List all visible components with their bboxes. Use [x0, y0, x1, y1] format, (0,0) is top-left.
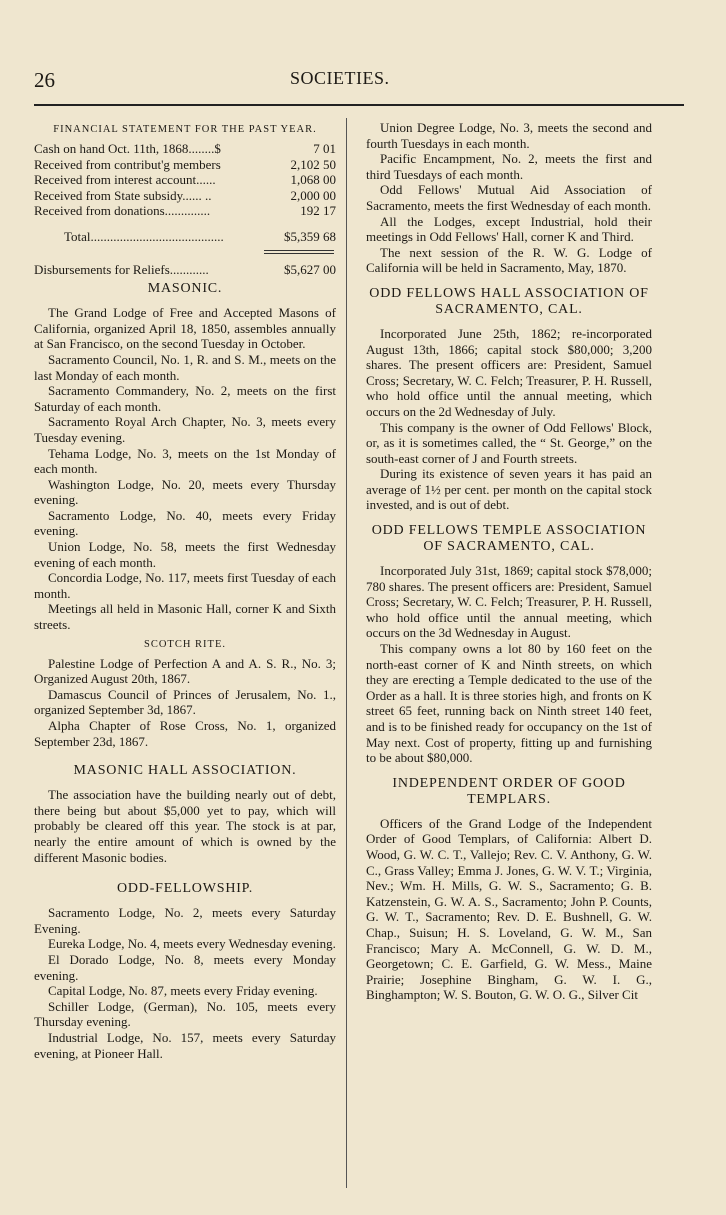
paragraph: Schiller Lodge, (German), No. 105, meets every Thursday evening. [34, 998, 336, 1030]
paragraph: Union Degree Lodge, No. 3, meets the second and fourth Tuesdays in each month. [366, 120, 652, 151]
row-label: Received from contribut'g members [34, 156, 221, 172]
row-amount: 192 17 [300, 203, 336, 219]
column-divider [346, 118, 347, 1188]
financial-heading: FINANCIAL STATEMENT FOR THE PAST YEAR. [53, 124, 317, 135]
financial-row [34, 203, 336, 219]
financial-row [34, 188, 336, 204]
row-label: Received from State subsidy...... .. [34, 187, 212, 203]
total-label: Total......................................... [64, 228, 224, 244]
row-label: Received from interest account...... [34, 172, 216, 188]
row-amount: 7 01 [313, 141, 336, 156]
paragraph: All the Lodges, except Industrial, hold their meetings in Odd Fellows' Hall, corner K and Third. [366, 213, 652, 245]
left-column [34, 120, 336, 1061]
paragraph: The association have the building nearly out of debt, there being but about $5,000 yet to pay, which will probably be cleared off this year. The stock is at par, nearly the entire amount of which is owned by the different Masonic bodies. [34, 787, 336, 865]
paragraph: Sacramento Commandery, No. 2, meets on the first Saturday of each month. [34, 383, 336, 414]
financial-table [34, 141, 336, 277]
good-templars-heading: INDEPENDENT ORDER OF GOOD TEMPLARS. [392, 775, 626, 807]
paragraph: Officers of the Grand Lodge of the Independent Order of Good Templars, of California: Albert D. Wood, G. W. C. T., Vallejo; Rev. C. V. Anthony, G. W. C., Grass Valley; Emma J. Jones, G. W. V. T.; Virginia, Nev.; Wm. H. Mills, G. W. S., Sacramento; G. B. Katzenstein, G. W. A. S., Sacramento; John P. Counts, G. W. T., Sacramento; Rev. D. E. Bushnell, G. W. Chap., Suisun; H. S. Loveland, G. W. M., San Francisco; Mary A. McConnell, G. W. D. M., Georgetown; C. E. Garfield, G. W. Mess., Maine Prairie; Josephine Bingham, G. W. I. G., Binghampton; W. S. Bouton, G. W. O. G., Silver Cit [366, 815, 652, 1003]
paragraph: Union Lodge, No. 58, meets the first Wednesday evening of each month. [34, 539, 336, 570]
row-label: Cash on hand Oct. 11th, 1868........$ [34, 141, 221, 156]
right-column [366, 120, 652, 1003]
financial-row [34, 141, 336, 157]
paragraph: Washington Lodge, No. 20, meets every Thursday evening. [34, 476, 336, 508]
paragraph: Damascus Council of Princes of Jerusalem, No. 1., organized September 3d, 1867. [34, 686, 336, 718]
paragraph: Alpha Chapter of Rose Cross, No. 1, organized September 23d, 1867. [34, 718, 336, 749]
paragraph: During its existence of seven years it has paid an average of 1½ per cent. per month on the capital stock invested, and is out of debt. [366, 466, 652, 513]
disbursement-row [34, 262, 336, 278]
paragraph: The next session of the R. W. G. Lodge of California will be held in Sacramento, May, 1870. [366, 244, 652, 276]
odd-fellowship-heading: ODD-FELLOWSHIP. [116, 881, 254, 897]
paragraph: The Grand Lodge of Free and Accepted Masons of California, organized April 18, 1850, assembles annually at San Francisco, on the second Tuesday in October. [34, 305, 336, 352]
page-number: 26 [34, 68, 55, 92]
total-amount: $5,359 68 [284, 228, 336, 244]
disbursement-amount: $5,627 00 [284, 261, 336, 277]
paragraph: This company owns a lot 80 by 160 feet on the north-east corner of K and Ninth streets, on which they are erecting a Temple dedicated to the use of the Order as a hall. It is three stories high, and fronts on K street 65 feet, running back on Ninth street 140 feet, and is to be finished ready for occupancy on the 1st of May next. Cost of property, fitting up and furnishing to be about $80,000. [366, 641, 652, 766]
header-rule [34, 104, 684, 106]
masonic-heading: MASONIC. [147, 281, 223, 297]
disbursement-label: Disbursements for Reliefs............ [34, 261, 209, 277]
paragraph: Concordia Lodge, No. 117, meets first Tuesday of each month. [34, 570, 336, 601]
paragraph: Incorporated June 25th, 1862; re-incorporated August 13th, 1866; capital stock $80,000; 3,200 shares. The present officers are: President, Samuel Cross; Secretary, W. C. Felch; Treasurer, P. H. Russell, who hold office until the annual meeting, which occurs on the 2d Wednesday of July. [366, 325, 652, 419]
total-row [34, 229, 336, 245]
paragraph: Incorporated July 31st, 1869; capital stock $78,000; 780 shares. The present officers are: President, Samuel Cross; Secretary, W. C. Felch; Treasurer, P. H. Russell, who hold office until the annual meeting, which occurs on the 3d Wednesday in August. [366, 563, 652, 641]
row-amount: 2,102 50 [290, 156, 336, 172]
scotch-rite-heading: SCOTCH RITE. [143, 638, 226, 650]
paragraph: Meetings all held in Masonic Hall, corner K and Sixth streets. [34, 601, 336, 633]
paragraph: Eureka Lodge, No. 4, meets every Wednesday evening. [48, 936, 336, 952]
row-amount: 2,000 00 [290, 187, 336, 203]
paragraph: Industrial Lodge, No. 157, meets every Saturday evening, at Pioneer Hall. [34, 1029, 336, 1061]
odd-fellows-hall-heading: ODD FELLOWS HALL ASSOCIATION OF SACRAMENTO, CAL. [369, 285, 649, 317]
financial-row [34, 157, 336, 173]
paragraph: Palestine Lodge of Perfection A and A. S. R., No. 3; Organized August 20th, 1867. [34, 655, 336, 687]
running-head: SOCIETIES. [290, 68, 390, 88]
paragraph: Sacramento Lodge, No. 40, meets every Friday evening. [34, 507, 336, 539]
double-rule [264, 250, 334, 254]
paragraph: Odd Fellows' Mutual Aid Association of Sacramento, meets the first Wednesday of each month. [366, 182, 652, 213]
masonic-hall-heading: MASONIC HALL ASSOCIATION. [73, 763, 297, 779]
paragraph: Sacramento Royal Arch Chapter, No. 3, meets every Tuesday evening. [34, 414, 336, 445]
paragraph: Capital Lodge, No. 87, meets every Friday evening. [48, 983, 318, 999]
paragraph: Tehama Lodge, No. 3, meets on the 1st Monday of each month. [34, 445, 336, 477]
paragraph: Pacific Encampment, No. 2, meets the first and third Tuesdays of each month. [366, 151, 652, 182]
paragraph: Sacramento Lodge, No. 2, meets every Saturday Evening. [34, 905, 336, 936]
paragraph: This company is the owner of Odd Fellows' Block, or, as it is sometimes called, the “ St. George,” on the south-east corner of J and Fourth streets. [366, 419, 652, 466]
row-amount: 1,068 00 [290, 172, 336, 188]
paragraph: El Dorado Lodge, No. 8, meets every Monday evening. [34, 951, 336, 983]
row-label: Received from donations.............. [34, 203, 211, 219]
paragraph: Sacramento Council, No. 1, R. and S. M., meets on the last Monday of each month. [34, 351, 336, 383]
financial-row [34, 172, 336, 188]
odd-fellows-temple-heading: ODD FELLOWS TEMPLE ASSOCIATION OF SACRAMENTO, CAL. [371, 523, 647, 555]
